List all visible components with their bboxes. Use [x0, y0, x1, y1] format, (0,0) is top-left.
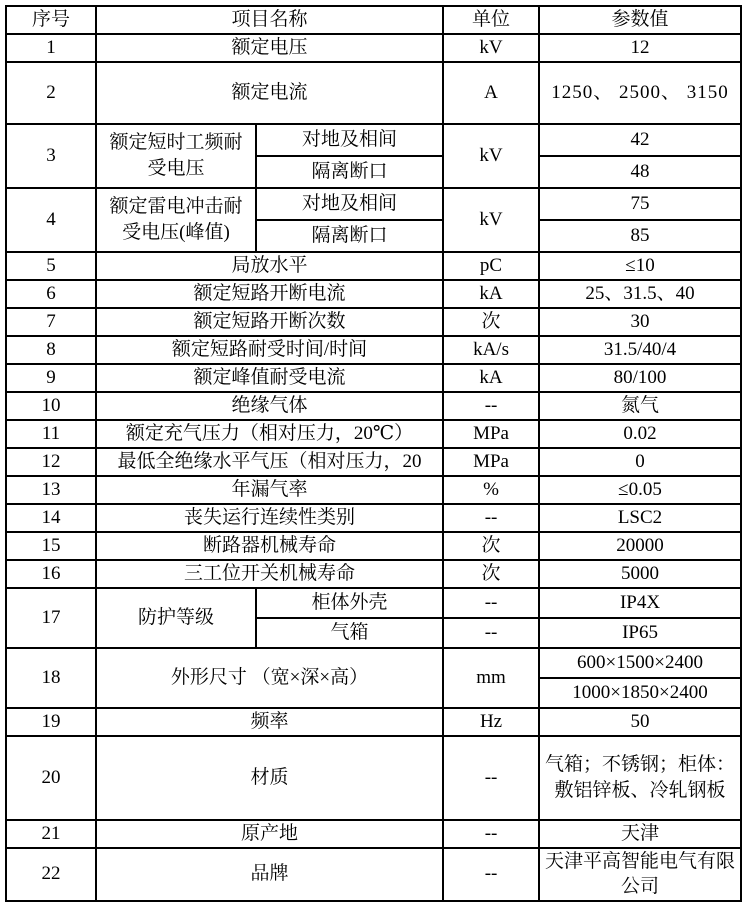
table-row: [6, 336, 741, 364]
row-value: 20000: [539, 532, 741, 560]
row-name: 防护等级: [96, 588, 256, 648]
row-unit: A: [443, 62, 539, 124]
row-unit: --: [443, 820, 539, 848]
spec-table: [5, 5, 742, 902]
row-value: 0: [539, 448, 741, 476]
row-value: 50: [539, 708, 741, 736]
table-header-row: [6, 6, 741, 34]
row-value: 48: [539, 156, 741, 188]
row-no: 10: [6, 392, 96, 420]
row-value: 600×1500×2400: [539, 648, 741, 678]
header-value: 参数值: [539, 6, 741, 34]
row-name: 额定峰值耐受电流: [96, 364, 443, 392]
row-no: 1: [6, 34, 96, 62]
table-row: [6, 820, 741, 848]
row-name: 额定充气压力（相对压力，20℃）: [96, 420, 443, 448]
row-no: 9: [6, 364, 96, 392]
row-unit: --: [443, 618, 539, 648]
row-no: 14: [6, 504, 96, 532]
row-name: 绝缘气体: [96, 392, 443, 420]
table-row: [6, 848, 741, 901]
header-name: 项目名称: [96, 6, 443, 34]
row-name: 丧失运行连续性类别: [96, 504, 443, 532]
row-unit: kA: [443, 364, 539, 392]
table-row: [6, 188, 741, 220]
table-row: [6, 252, 741, 280]
row-no: 8: [6, 336, 96, 364]
row-subname: 气箱: [256, 618, 443, 648]
row-no: 17: [6, 588, 96, 648]
row-unit: --: [443, 848, 539, 901]
row-unit: MPa: [443, 420, 539, 448]
row-name: 额定电压: [96, 34, 443, 62]
table-row: [6, 588, 741, 618]
row-unit: kA/s: [443, 336, 539, 364]
row-no: 21: [6, 820, 96, 848]
row-no: 2: [6, 62, 96, 124]
row-value: IP65: [539, 618, 741, 648]
table-row: [6, 504, 741, 532]
row-no: 18: [6, 648, 96, 708]
row-unit: mm: [443, 648, 539, 708]
row-name: 最低全绝缘水平气压（相对压力，20: [96, 448, 443, 476]
table-row: [6, 280, 741, 308]
table-row: [6, 420, 741, 448]
table-row: [6, 560, 741, 588]
table-row: [6, 364, 741, 392]
row-name: 额定短路耐受时间/时间: [96, 336, 443, 364]
row-value: 80/100: [539, 364, 741, 392]
row-value: 天津: [539, 820, 741, 848]
table-row: [6, 476, 741, 504]
row-value: LSC2: [539, 504, 741, 532]
row-unit: kV: [443, 188, 539, 252]
row-value: 气箱；不锈钢；柜体：敷铝锌板、冷轧钢板: [539, 736, 741, 820]
row-name: 年漏气率: [96, 476, 443, 504]
row-unit: kA: [443, 280, 539, 308]
table-row: [6, 124, 741, 156]
row-name: 材质: [96, 736, 443, 820]
row-no: 6: [6, 280, 96, 308]
row-name: 品牌: [96, 848, 443, 901]
row-value: 42: [539, 124, 741, 156]
row-value: ≤10: [539, 252, 741, 280]
table-row: [6, 736, 741, 820]
row-value: 25、31.5、40: [539, 280, 741, 308]
table-row: [6, 34, 741, 62]
row-no: 15: [6, 532, 96, 560]
table-row: [6, 62, 741, 124]
row-name: 三工位开关机械寿命: [96, 560, 443, 588]
table-row: [6, 392, 741, 420]
row-value: ≤0.05: [539, 476, 741, 504]
row-value: IP4X: [539, 588, 741, 618]
row-value: 5000: [539, 560, 741, 588]
row-name: 断路器机械寿命: [96, 532, 443, 560]
header-unit: 单位: [443, 6, 539, 34]
row-value: 1250、 2500、 3150: [539, 62, 741, 124]
row-name: 额定短时工频耐受电压: [96, 124, 256, 188]
table-row: [6, 308, 741, 336]
row-value: 31.5/40/4: [539, 336, 741, 364]
table-row: [6, 708, 741, 736]
row-subname: 对地及相间: [256, 188, 443, 220]
row-name: 额定短路开断电流: [96, 280, 443, 308]
row-value: 1000×1850×2400: [539, 678, 741, 708]
row-unit: MPa: [443, 448, 539, 476]
row-name: 局放水平: [96, 252, 443, 280]
row-value: 12: [539, 34, 741, 62]
row-unit: 次: [443, 308, 539, 336]
row-unit: --: [443, 588, 539, 618]
row-unit: kV: [443, 34, 539, 62]
row-no: 20: [6, 736, 96, 820]
table-row: [6, 648, 741, 678]
row-no: 7: [6, 308, 96, 336]
row-no: 5: [6, 252, 96, 280]
row-name: 外形尺寸 （宽×深×高）: [96, 648, 443, 708]
row-name: 额定雷电冲击耐受电压(峰值): [96, 188, 256, 252]
row-no: 4: [6, 188, 96, 252]
row-unit: --: [443, 504, 539, 532]
row-unit: Hz: [443, 708, 539, 736]
row-value: 天津平高智能电气有限公司: [539, 848, 741, 901]
row-no: 22: [6, 848, 96, 901]
row-value: 0.02: [539, 420, 741, 448]
table-row: [6, 532, 741, 560]
row-no: 16: [6, 560, 96, 588]
row-no: 3: [6, 124, 96, 188]
row-subname: 隔离断口: [256, 156, 443, 188]
row-no: 12: [6, 448, 96, 476]
row-unit: --: [443, 392, 539, 420]
row-unit: pC: [443, 252, 539, 280]
table-row: [6, 448, 741, 476]
row-name: 原产地: [96, 820, 443, 848]
row-subname: 柜体外壳: [256, 588, 443, 618]
row-value: 75: [539, 188, 741, 220]
row-unit: --: [443, 736, 539, 820]
row-value: 85: [539, 220, 741, 252]
row-unit: kV: [443, 124, 539, 188]
row-subname: 隔离断口: [256, 220, 443, 252]
row-unit: 次: [443, 560, 539, 588]
row-value: 氮气: [539, 392, 741, 420]
header-no: 序号: [6, 6, 96, 34]
row-no: 11: [6, 420, 96, 448]
row-unit: 次: [443, 532, 539, 560]
row-name: 频率: [96, 708, 443, 736]
row-unit: %: [443, 476, 539, 504]
row-no: 13: [6, 476, 96, 504]
row-name: 额定电流: [96, 62, 443, 124]
row-subname: 对地及相间: [256, 124, 443, 156]
row-value: 30: [539, 308, 741, 336]
row-name: 额定短路开断次数: [96, 308, 443, 336]
row-no: 19: [6, 708, 96, 736]
